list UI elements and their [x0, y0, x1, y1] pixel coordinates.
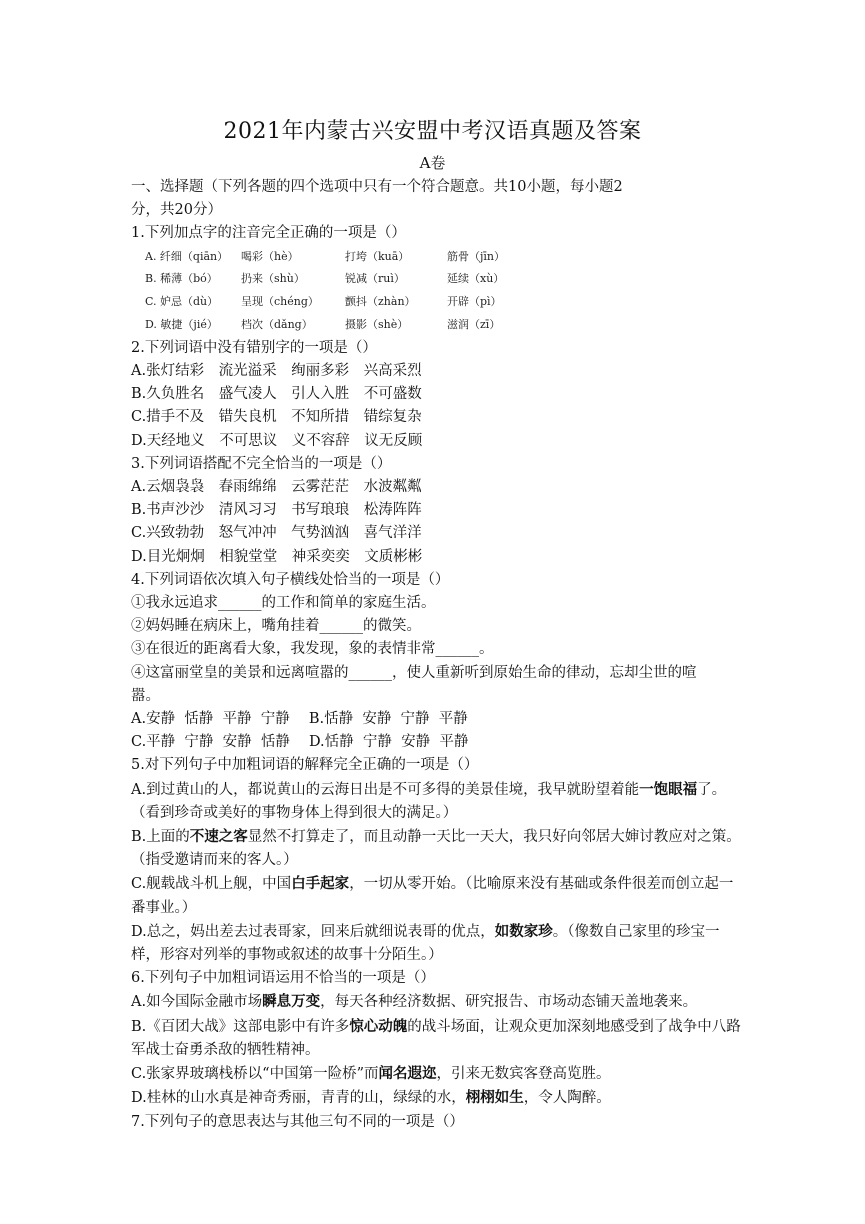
question-5-stem: 5.对下列句子中加粗词语的解释完全正确的一项是（）: [131, 757, 479, 774]
question-4-sentence-4: ④这富丽堂皇的美景和远离喧嚣的______，使人重新听到原始生命的律动，忘却尘世的喧: [131, 664, 697, 681]
question-1-stem: 1.下列加点字的注音完全正确的一项是（）: [131, 225, 406, 242]
question-6-option-a: A.如今国际金融市场瞬息万变，每天各种经济数据、研究报告、市场动态铺天盖地袭来。: [131, 993, 698, 1011]
question-5-option-a: A.到过黄山的人，都说黄山的云海日出是不可多得的美景佳境，我早就盼望着能一饱眼福了。（看到珍奇或美好的事物身体上得到很大的满足。）: [131, 780, 727, 821]
question-6-option-d: D.桂林的山水真是神奇秀丽，青青的山，绿绿的水，栩栩如生，令人陶醉。: [131, 1089, 611, 1107]
question-4-options-cd: C.平静 宁静 安静 恬静 D.恬静 宁静 安静 平静: [131, 734, 469, 751]
question-6-option-c: C.张家界玻璃栈桥以“中国第一险桥”而闻名遐迩，引来无数宾客登高览胜。: [131, 1065, 611, 1083]
section-heading-cont: 分，共20分）: [131, 202, 222, 219]
question-2-option-b: B.久负胜名 盛气凌人 引人入胜 不可盛数: [131, 386, 422, 403]
question-1-option-a: A. 纤细（qiān） 喝彩（hè） 打垮（kuā） 筋骨（jīn）: [145, 249, 506, 263]
question-4-stem: 4.下列词语依次填入句子横线处恰当的一项是（）: [131, 571, 450, 588]
question-4-sentence-2: ②妈妈睡在病床上，嘴角挂着______的微笑。: [131, 618, 421, 635]
question-2-option-d: D.天经地义 不可思议 义不容辞 议无反顾: [131, 432, 423, 449]
question-2-option-a: A.张灯结彩 流光溢采 绚丽多彩 兴高采烈: [131, 363, 422, 379]
question-2-option-c: C.措手不及 错失良机 不知所措 错综复杂: [131, 409, 422, 426]
volume-label: A卷: [419, 154, 446, 172]
question-1-option-d: D. 敏捷（jié） 档次（dǎng） 摄影（shè） 滋润（zī）: [145, 318, 501, 331]
question-5-option-c: C.舰载战斗机上舰，中国白手起家，一切从零开始。（比喻原来没有基础或条件很差而创立起一番事业。）: [131, 875, 734, 916]
question-4-sentence-4-cont: 嚣。: [131, 687, 160, 704]
question-1-option-b: B. 稀薄（bó） 扔来（shù） 锐减（ruì） 延续（xù）: [145, 272, 505, 286]
question-5-option-d: D.总之，妈出差去过表哥家，回来后就细说表哥的优点，如数家珍。（像数自己家里的珍宝一样，形容对列举的事物或叙述的故事十分陌生。）: [131, 922, 720, 964]
question-3-option-c: C.兴致勃勃 怒气冲冲 气势汹汹 喜气洋洋: [131, 525, 422, 542]
question-3-option-d: D.目光炯炯 相貌堂堂 神采奕奕 文质彬彬: [131, 548, 423, 565]
page-title: 2021年内蒙古兴安盟中考汉语真题及答案: [223, 119, 642, 144]
section-heading: 一、选择题（下列各题的四个选项中只有一个符合题意。共10小题，每小题2: [131, 179, 623, 195]
question-3-option-b: B.书声沙沙 清风习习 书写琅琅 松涛阵阵: [131, 502, 422, 519]
question-7-stem: 7.下列句子的意思表达与其他三句不同的一项是（）: [131, 1113, 464, 1130]
question-4-sentence-3: ③在很近的距离看大象，我发现，象的表情非常______。: [131, 641, 494, 658]
question-4-sentence-1: ①我永远追求______的工作和简单的家庭生活。: [131, 595, 436, 612]
question-3-option-a: A.云烟袅袅 春雨绵绵 云雾茫茫 水波粼粼: [131, 479, 422, 496]
question-5-option-b: B.上面的不速之客显然不打算走了，而且动静一天比一天大，我只好向邻居大婶讨教应对之策。（指受邀请而来的客人。）: [131, 828, 741, 869]
question-3-stem: 3.下列词语搭配不完全恰当的一项是（）: [131, 455, 392, 472]
document-body: [131, 176, 741, 1134]
question-6-stem: 6.下列句子中加粗词语运用不恰当的一项是（）: [131, 970, 435, 987]
question-4-options-ab: A.安静 恬静 平静 宁静 B.恬静 安静 宁静 平静: [131, 711, 468, 728]
question-2-stem: 2.下列词语中没有错别字的一项是（）: [131, 339, 377, 356]
question-6-option-b: B.《百团大战》这部电影中有许多惊心动魄的战斗场面，让观众更加深刻地感受到了战争中八路军战士奋勇杀敌的牺牲精神。: [131, 1017, 741, 1058]
question-1-option-c: C. 妒忌（dù） 呈现（chéng） 颤抖（zhàn） 开辟（pì）: [145, 295, 502, 309]
